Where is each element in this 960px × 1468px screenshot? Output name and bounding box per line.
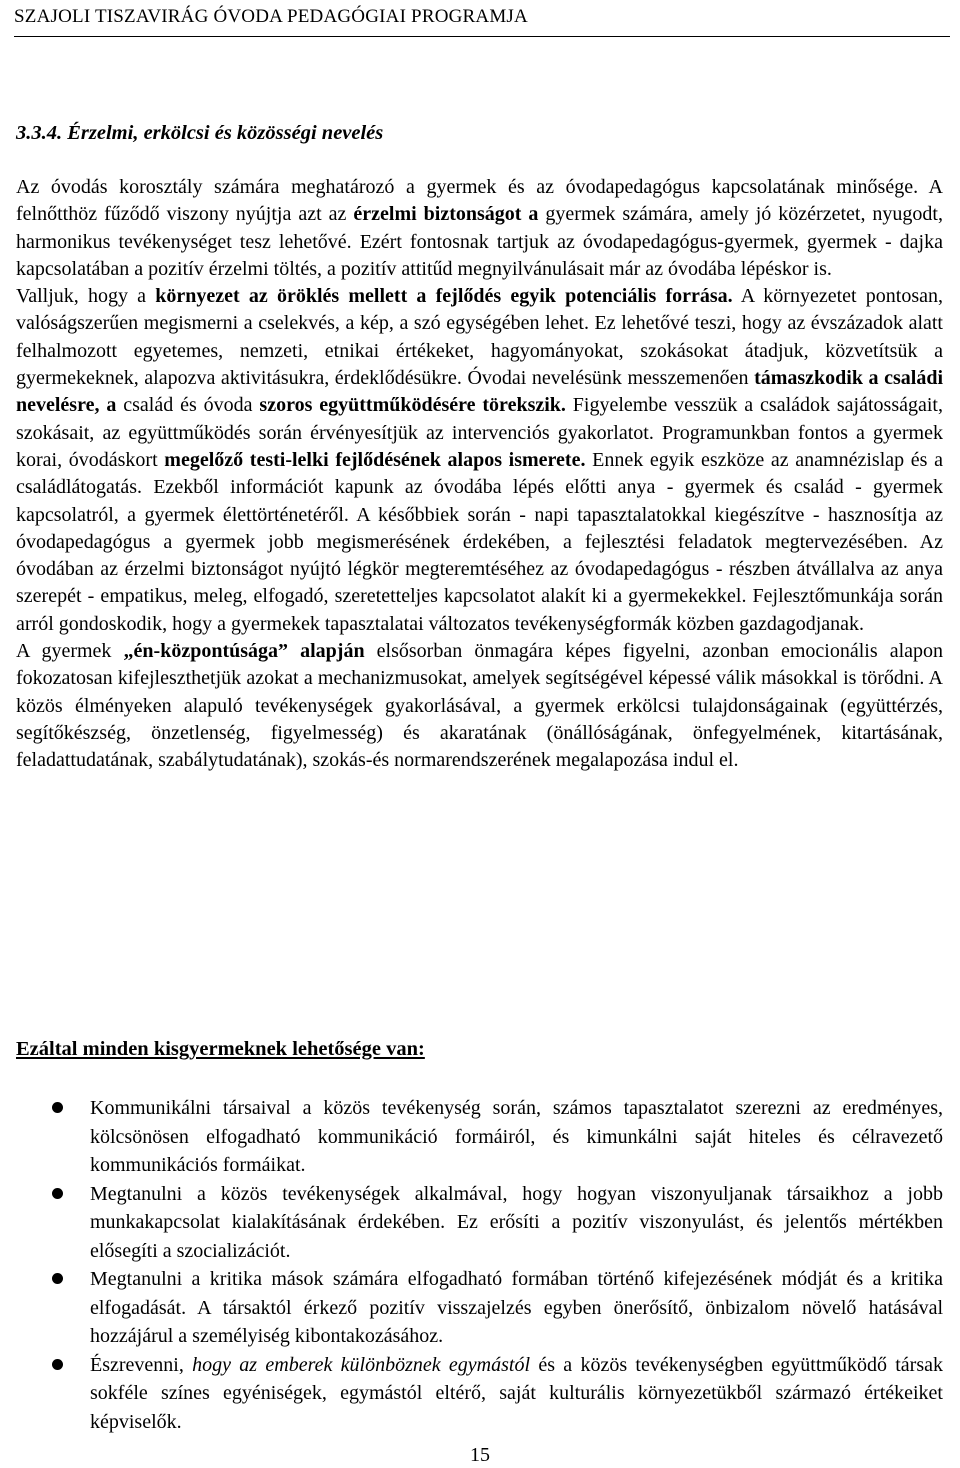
list-item: Megtanulni a közös tevékenységek alkalmával, hogy hogyan viszonyuljanak társaikhoz a jobb munkakapcsolat kialakításának érdekében. Ez erősíti a pozitív viszonyulást, és jelentős mértékben elősegíti a szocializációt. [0, 1180, 943, 1266]
list-item: Megtanulni a kritika mások számára elfogadható formában történő kifejezésének módját és a kritika elfogadását. A társaktól érkező pozitív visszajelzés egyben önerősítő, önbizalom növelő hatásával hozzájárul a személyiség kibontakozásához. [0, 1265, 943, 1351]
paragraph-1: Az óvodás korosztály számára meghatározó a gyermek és az óvodapedagógus kapcsolatának minősége. A felnőtthöz fűződő viszony nyújtja azt az érzelmi biztonságot a gyermek számára, amely jó közérzetet, nyugodt, harmonikus tevékenységet tesz lehetővé. Ezért fontosnak tartjuk az óvodapedagógus-gyermek, gyermek - dajka kapcsolatában a pozitív érzelmi töltés, a pozitív attitűd megnyilvánulásait már az óvodába lépéskor is. [16, 176, 943, 280]
bullet-icon [52, 1273, 63, 1284]
section-title: 3.3.4. Érzelmi, erkölcsi és közösségi nevelés [16, 122, 384, 144]
list-item: Kommunikálni társaival a közös tevékenység során, számos tapasztalatot szerezni az eredményes, kölcsönösen elfogadható kommunikáció formáiról, és kimunkálni saját hiteles és célravezető kommunikációs formáikat. [0, 1094, 943, 1180]
bullet-icon [52, 1102, 63, 1113]
document-header: SZAJOLI TISZAVIRÁG ÓVODA PEDAGÓGIAI PROGRAMJA [14, 6, 528, 27]
paragraph-2: Valljuk, hogy a környezet az öröklés mellett a fejlődés egyik potenciális forrása. A környezetet pontosan, valóságszerűen megismerni a cselekvés, a kép, a szó egységében lehet. Ez lehetővé teszi, hogy az évszázadok alatt felhalmozott egyetemes, nemzeti, etnikai értékeket, hagyományokat, szokásokat átadjuk, közvetítsük a gyermekeknek, alapozva aktivitásukra, érdeklődésükre. Óvodai nevelésünk messzemenően támaszkodik a családi nevelésre, a család és óvoda szoros együttműködésére törekszik. Figyelembe vesszük a családok sajátosságait, szokásait, az együttműködés során érvényesítjük az intervenciós gyakorlatot. Programunkban fontos a gyermek korai, óvodáskort megelőző testi-lelki fejlődésének alapos ismerete. Ennek egyik eszköze az anamnézislap és a családlátogatás. Ezekből információt kapunk az óvodába lépés előtti anya - gyermek és család - gyermek kapcsolatról, a gyermek élettörténetéről. A későbbiek során - napi tapasztalatokkal kiegészítve - hasznosítja az óvodapedagógus a gyermek jobb megismerésének érdekében, a fejlesztési feladatok megtervezésében. Az óvodában az érzelmi biztonságot nyújtó légkör megteremtéséhez az óvodapedagógus - részben átvállalva az anya szerepét - empatikus, meleg, elfogadó, szeretetteljes kapcsolatot alakít ki a gyermekekkel. Fejlesztőmunkája során arról gondoskodik, hogy a gyermekek tapasztalatai változatos tevékenységformák közben gazdagodjanak. [16, 285, 943, 635]
page-number: 15 [470, 1444, 490, 1466]
list-heading: Ezáltal minden kisgyermeknek lehetősége van: [16, 1038, 425, 1060]
bullet-icon [52, 1359, 63, 1370]
header-divider [14, 36, 950, 37]
bullet-list [0, 1094, 943, 1436]
bullet-icon [52, 1188, 63, 1199]
paragraph-3: A gyermek „én-központúsága” alapján elsősorban önmagára képes figyelni, azonban emocionális alapon fokozatosan kifejleszthetjük azokat a mechanizmusokat, amelyek segítségével képessé válik másokkal is törődni. A közös élményeken alapuló tevékenységek gyakorlásával, a gyermek erkölcsi tulajdonságainak (együttérzés, segítőkészség, önzetlenség, figyelmesség) és akaratának (önállóságának, önfegyelmének, kitartásának, feladattudatának, szabálytudatának), szokás-és normarendszerének megalapozása indul el. [16, 640, 944, 772]
body-text [16, 174, 943, 775]
list-item: Észrevenni, hogy az emberek különböznek egymástól és a közös tevékenységben együttműködő társak sokféle színes egyéniségek, egymástól eltérő, saját kulturális környezetükből származó értékeiket képviselők. [0, 1351, 943, 1437]
